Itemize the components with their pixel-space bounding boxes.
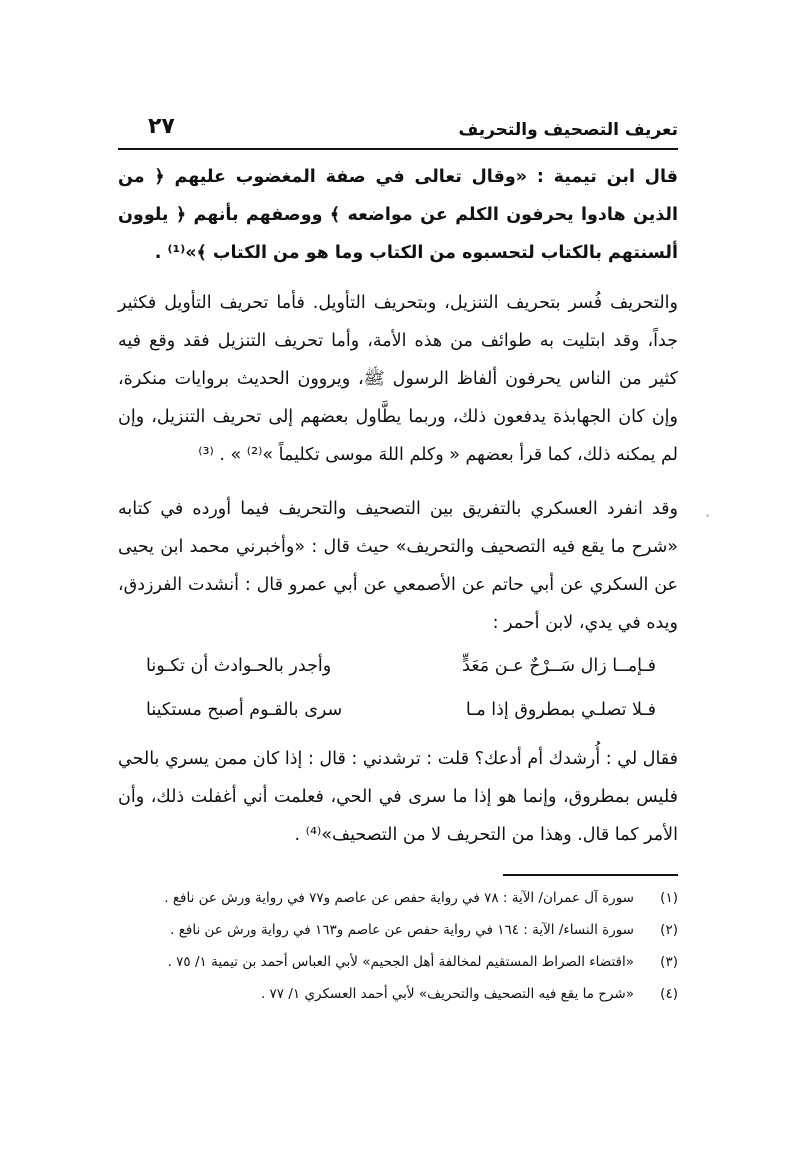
footnote-text: «شرح ما يقع فيه التصحيف والتحريف» لأبي أحمد العسكري ١/ ٧٧ . bbox=[260, 986, 634, 1002]
footnote-text: سورة آل عمران/ الآية : ٧٨ في رواية حفص عن عاصم و٧٧ في رواية ورش عن نافع . bbox=[164, 890, 634, 906]
footnote bbox=[118, 978, 678, 1010]
book-page bbox=[118, 108, 678, 1010]
running-title: تعريف التصحيف والتحريف bbox=[458, 120, 678, 140]
paragraph-tahrif-definition: والتحريف فُسر بتحريف التنزيل، وبتحريف التأويل. فأما تحريف التأويل فكثير جداً، وقد ابتليت به طوائف من هذه الأمة، وأما تحريف التنزيل فقد وقع فيه كثير من الناس يحرفون ألفاظ الرسول ﷺ، ويروون الحديث بروايات منكرة، وإن كان الجهابذة يدفعون ذلك، وربما يطَّاول بعضهم إلى تحريف التنزيل، وإن لم يمكنه ذلك، كما قرأ بعضهم « وكلم اللهَ موسى تكليماً »⁽²⁾ » . ⁽³⁾ bbox=[118, 293, 678, 465]
verse-second-hemistich: وأجدر بالحـوادث أن تكـونا bbox=[146, 656, 332, 676]
footnote-text: «اقتضاء الصراط المستقيم لمخالفة أهل الجحيم» لأبي العباس أحمد بن تيمية ١/ ٧٥ . bbox=[167, 954, 634, 970]
verse-line bbox=[118, 644, 678, 688]
margin-speck bbox=[706, 514, 709, 517]
footnote-number: (٣) bbox=[660, 954, 678, 970]
paragraph-askari: وقد انفرد العسكري بالتفريق بين التصحيف والتحريف فيما أورده في كتابه «شرح ما يقع فيه التصحيف والتحريف» حيث قال : «وأخبرني محمد ابن يحيى عن السكري عن أبي حاتم عن الأصمعي عن أبي عمرو قال : أنشدت الفرزدق، ويده في يدي، لابن أحمر : bbox=[118, 499, 678, 633]
footnote-number: (١) bbox=[660, 890, 678, 906]
verse-first-hemistich: فـإمــا زال سَــرْحٌ عـن مَعَدٍّ bbox=[462, 656, 656, 676]
footnote-text: سورة النساء/ الآية : ١٦٤ في رواية حفص عن عاصم و١٦٣ في رواية ورش عن نافع . bbox=[170, 922, 634, 938]
verse-second-hemistich: سرى بالقـوم أصبح مستكينا bbox=[146, 700, 343, 720]
footnote-number: (٤) bbox=[660, 986, 678, 1002]
footnote-separator bbox=[503, 874, 678, 876]
verse-line bbox=[118, 688, 678, 732]
footnote bbox=[118, 882, 678, 914]
footnotes bbox=[118, 882, 678, 1010]
verse-first-hemistich: فـلا تصلـي بمطروق إذا مـا bbox=[465, 700, 656, 720]
footnote-number: (٢) bbox=[660, 922, 678, 938]
footnote bbox=[118, 914, 678, 946]
page-header bbox=[118, 108, 678, 150]
footnote bbox=[118, 946, 678, 978]
paragraph-farazdaq-reply: فقال لي : أُرشدك أم أدعك؟ قلت : ترشدني : قال : إذا كان ممن يسري بالحي فليس بمطروق، وإنما هو إذا ما سرى في الحي، فعلمت أني أغفلت ذلك، وأن الأمر كما قال. وهذا من التحريف لا من التصحيف»⁽⁴⁾ . bbox=[118, 749, 678, 845]
poetry-verses bbox=[118, 644, 678, 732]
page-number: ٢٧ bbox=[148, 114, 175, 139]
paragraph-ibn-taymiyya-quote: قال ابن تيمية : «وقال تعالى في صفة المغضوب عليهم ﴿ من الذين هادوا يحرفون الكلم عن مواضعه ﴾ ووصفهم بأنهم ﴿ يلوون ألسنتهم بالكتاب لتحسبوه من الكتاب وما هو من الكتاب ﴾»⁽¹⁾ . bbox=[118, 167, 678, 263]
